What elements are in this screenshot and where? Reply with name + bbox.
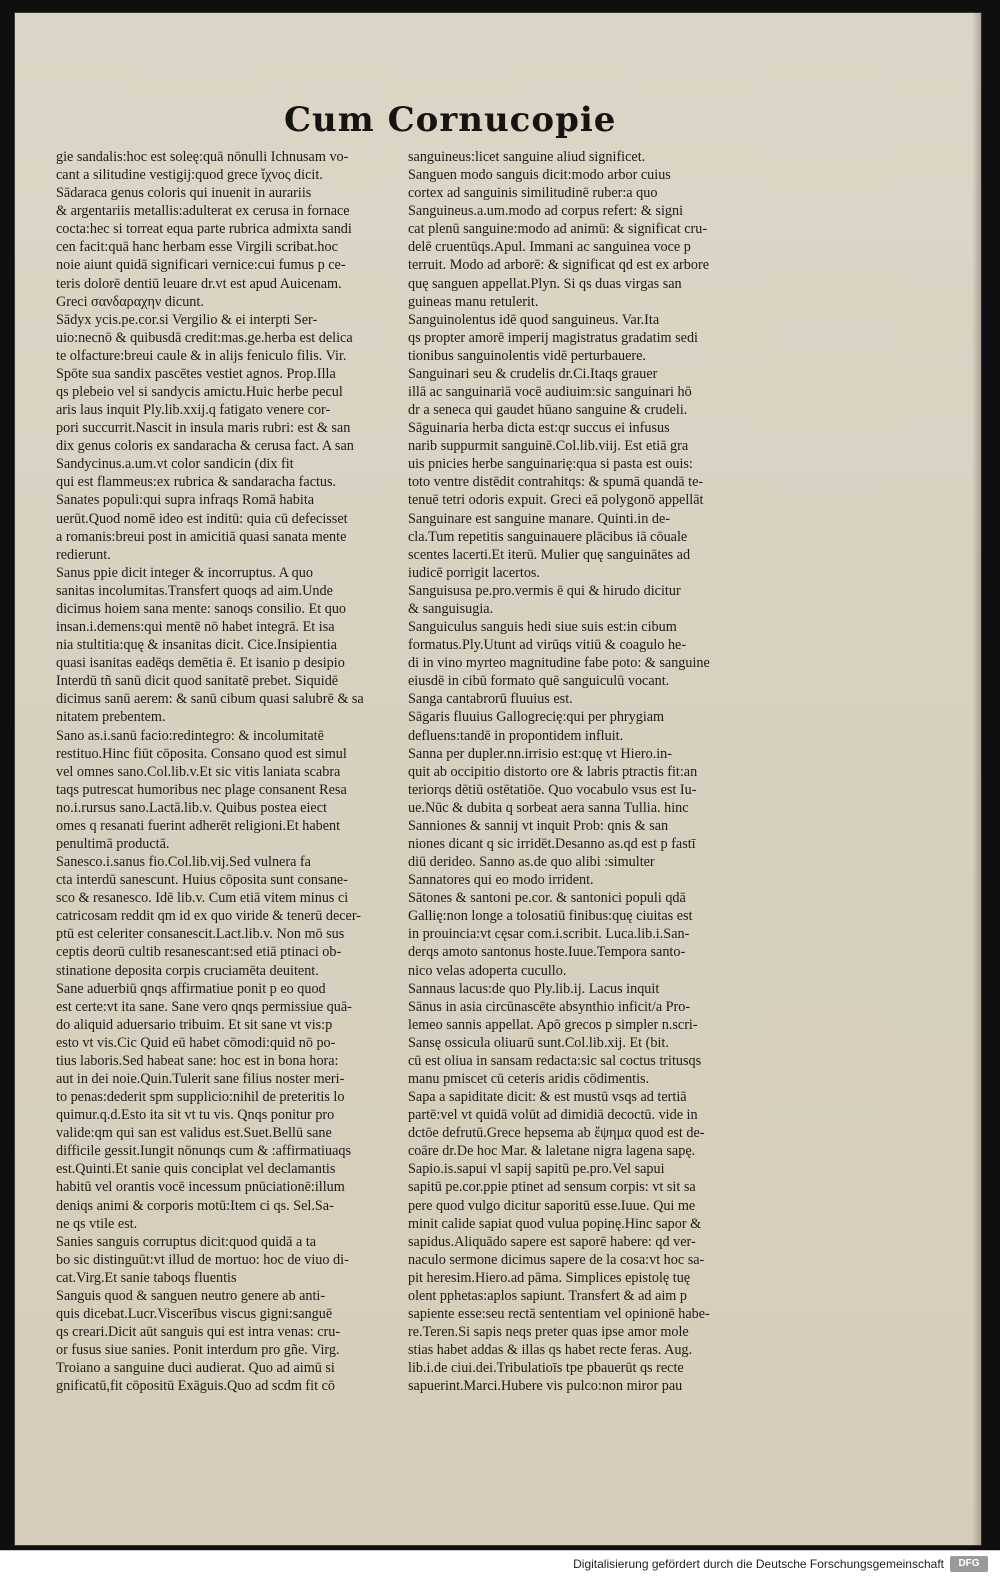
text-line: ue.Nūc & dubita q sorbeat aera sanna Tullia. hinc [408,799,689,816]
text-line: diū derideo. Sanno as.de quo alibi :simulter [408,854,655,871]
text-line: quę sanguen appellat.Plyn. Si qs duas virgas san [408,275,682,292]
text-line: & argentariis metallis:adulterat ex cerusa in fornace [56,203,350,220]
text-line: ceptis deorū cultib resanescant:sed etiā ptinaci ob- [56,944,342,961]
text-line: Sāgaris fluuius Gallogrecię:qui per phrygiam [408,709,665,726]
text-line: penultimā productā. [56,835,170,852]
text-line: Spōte sua sandix pascētes vestiet agnos. Prop.Illa [56,365,336,382]
text-line: Greci σανδαραχην dicunt. [56,293,204,310]
text-line: manu pmiscet cū ceteris aridis cōdimentis. [408,1070,650,1087]
text-line: pere quod vulgo dicitur saporitū esse.Iuue. Qui me [408,1197,696,1214]
text-line: Interdū tñ sanū dicit quod sanitatē prebet. Siquidē [56,673,339,690]
text-line: naculo sermone dicimus sapere de la cosa:vt hoc sa- [408,1251,705,1268]
text-line: cat.Virg.Et sanie taboqs fluentis [56,1269,237,1286]
text-line: sanguineus:licet sanguine aliud significet. [408,149,646,165]
text-line: Sanga cantabrorū fluuius est. [408,691,573,708]
text-line: Sanguen modo sanguis dicit:modo arbor cuius [408,167,671,184]
text-line: nico velas adoperta cucullo. [408,962,567,979]
text-line: re.Teren.Si sapis neqs preter quas ipse amor mole [408,1324,689,1341]
running-head: Cum Cornucopie [284,100,617,140]
text-line: Sānus in asia circūnascēte absynthio inficit/a Pro- [408,998,691,1015]
text-line: cat plenū sanguine:modo ad animū: & significat cru- [408,221,708,238]
text-line: gnificatū,fit cōpositū Exāguis.Quo ad scdm fit cō [56,1378,335,1395]
text-line: Sanguis quod & sanguen neutro genere ab anti- [56,1287,326,1304]
text-line: esto vt vis.Cic Quid eū habet cōmodi:quid nō po- [56,1034,336,1051]
text-line: eiusdē in cibū formato quē sanguiculū vocant. [408,673,670,690]
text-line: qs propter amorē imperij magistratus gradatim sedi [408,329,698,346]
text-line: Sapa a sapiditate dicit: & est mustū vsqs ad tertiā [408,1089,687,1106]
text-line: Sāguinaria herba dicta est:qr succus ei infusus [408,420,670,437]
text-line: minit calide sapiat quod vulua popinę.Hinc sapor & [408,1215,702,1232]
text-line: Sanguisusa pe.pro.vermis ē qui & hirudo dicitur [408,582,681,599]
text-line: Sanus ppie dicit integer & incorruptus. A quo [56,564,313,581]
footer-bar [0,1550,1000,1578]
text-line: Sannaus lacus:de quo Ply.lib.ij. Lacus inquit [408,980,660,997]
text-line: Sanesco.i.sanus fio.Col.lib.vij.Sed vulnera fa [56,854,311,871]
text-line: catricosam reddit qm id ex quo viride & tenerū decer- [56,908,362,925]
text-line: habitū vel orantis vocē incessum pnūciationē:illum [56,1179,345,1196]
text-line: teris dolorē dentiū leuare dr.vt est apud Auicenam. [56,275,342,292]
text-line: cū est oliua in sansam redacta:sic sal coctus tritusqs [408,1052,702,1069]
text-line: insan.i.demens:qui mentē nō habet integrā. Et isa [56,619,335,636]
text-line: olent pphetas:aplos sapiunt. Transfert & ad aim p [408,1287,687,1304]
text-line: valide:qm qui san est validus est.Suet.Bellū sane [56,1125,332,1142]
text-line: te olfacture:breui caule & in alijs feniculo filis. Vir. [56,347,347,364]
text-line: cortex ad sanguinis similitudinē ruber:a quo [408,185,658,202]
text-line: a romanis:breui post in amicitiā quasi sanata mente [56,528,347,545]
text-line: lemeo sannis appellat. Apō grecos p simpler n.scri- [408,1016,698,1033]
text-line: sapitū pe.cor.ppie ptinet ad sensum corpis: vt sit sa [408,1179,696,1196]
footer-credit: Digitalisierung gefördert durch die Deutsche Forschungsgemeinschaft [573,1557,944,1571]
text-line: Sādyx ycis.pe.cor.si Vergilio & ei interpti Ser- [56,311,318,328]
text-line: Sandycinus.a.um.vt color sandicin (dix fit [56,456,294,473]
text-line: quit ab occipitio distorto ore & labris ptractis fit:an [408,763,698,780]
text-line: qui est flammeus:ex rubrica & sandaracha factus. [56,474,337,491]
text-line: & sanguisugia. [408,600,494,617]
text-line: nia stultitia:quę & insanitas dicit. Cice.Insipientia [56,637,337,654]
text-line: teriorqs dētiū ostētatiōe. Quo vocabulo vsus est Iu- [408,781,697,798]
text-line: uio:necnō & quibusdā credit:mas.ge.herba est delica [56,329,353,346]
text-line: terruit. Modo ad arborē: & significat qd est ex arbore [408,257,709,274]
text-line: Sanguiculus sanguis hedi siue suis est:in cibum [408,619,677,636]
text-line: pit heresim.Hiero.ad pāma. Simplices epistolę tuę [408,1269,691,1286]
text-line: stias habet addas & illas qs habet recte feras. Aug. [408,1342,693,1359]
text-line: cen facit:quā hanc herbam esse Virgili scribat.hoc [56,239,338,256]
text-line: tionibus sanguinolentis vidē perturbauere. [408,347,646,364]
text-line: Sane aduerbiū qnqs affirmatiue ponit p eo quod [56,980,326,997]
text-line: dctōe defrutū.Grece hepsema ab ἕψημα quod est de- [408,1125,705,1142]
dfg-logo: DFG [950,1556,988,1572]
text-line: Sanguineus.a.um.modo ad corpus refert: & signi [408,203,684,220]
text-line: sanitas incolumitas.Transfert quoqs ad aim.Unde [56,582,333,599]
text-line: sapuerint.Marci.Hubere vis pulco:non miror pau [408,1378,683,1395]
text-line: cla.Tum repetitis sanguinauere plācibus iā cōuale [408,528,688,545]
text-line: uis pnicies herbe sanguinarię:qua si pasta est ouis: [408,456,693,473]
text-line: Sanies sanguis corruptus dicit:quod quidā a ta [56,1233,317,1250]
text-line: di in vino myrteo magnitudine fabe poto: & sanguine [408,655,710,672]
text-line: guineas manu retulerit. [408,293,539,310]
text-line: Sapio.is.sapui vl sapij sapitū pe.pro.Vel sapui [408,1161,665,1178]
text-line: sco & resanesco. Idē lib.v. Cum etiā vitem minus ci [56,890,349,907]
text-line: Sannatores qui eo modo irrident. [408,872,594,889]
text-line: quis dicebat.Lucr.Viscerībus viscus gigni:sanguē [56,1306,333,1322]
text-line: tenuē tetri odoris expuit. Greci eā polygonō appellāt [408,492,704,509]
text-line: difficile gessit.Iungit nōnunqs cum & :affirmatiuaqs [56,1143,351,1160]
text-line: Sanguinare est sanguine manare. Quinti.in de- [408,510,670,527]
text-line: sapidus.Aliquādo sapere est saporē habere: qd ver- [408,1233,696,1250]
text-line: ptū est celeriter consanescit.Lact.lib.v. Non mō sus [56,926,345,943]
text-line: est.Quinti.Et sanie quis conciplat vel declamantis [56,1161,336,1178]
left-column [56,148,422,1395]
text-line: omes q resanati fuerint adherēt religioni.Et habent [56,817,341,834]
text-line: illā ac sanguinariā vocē audiuim:sic sanguinari hō [408,384,692,401]
text-line: noie aiunt quidā significari vernice:cui fumus p ce- [56,257,346,274]
text-line: qs creari.Dicit aūt sanguis qui est intra venas: cru- [56,1324,341,1341]
text-line: Sanguinolentus idē quod sanguineus. Var.Ita [408,311,660,328]
text-line: do aliquid aduersario tribuim. Et sit sane vt vis:p [56,1016,333,1033]
text-line: cant a silitudine vestigij:quod grece ἴχνος dicit. [56,167,323,184]
text-line: defluens:tandē in propontidem influit. [408,727,624,744]
text-line: Sanniones & sannij vt inquit Prob: qnis & san [408,817,669,834]
text-line: no.i.rursus sano.Lactā.lib.v. Quibus postea eiect [56,799,327,816]
text-line: tius laboris.Sed habeat sane: hoc est in bona hora: [56,1052,339,1069]
text-line: aris laus inquit Ply.lib.xxij.q fatigato venere cor- [56,402,331,419]
text-line: sapiente esse:seu rectā sententiam vel opinionē habe- [408,1306,710,1322]
right-column [408,148,778,1395]
text-line: derqs amoto santonus hoste.Iuue.Tempora santo- [408,944,686,961]
text-line: redierunt. [56,546,111,563]
text-line: niones dicant q sic irridēt.Desanno as.qd est p fastī [408,835,696,852]
text-line: uerūt.Quod nomē ideo est inditū: quia cū defecisset [56,510,348,527]
text-line: aut in dei noie.Quin.Tulerit sane filius noster meri- [56,1070,345,1087]
text-line: cocta:hec si torreat equa parte rubrica admixta sandi [56,221,352,238]
text-line: toto ventre distēdit contrahitqs: & spumā quandā te- [408,474,704,491]
text-line: to penas:dederit spm supplicio:nihil de preteritis lo [56,1089,345,1106]
text-line: delē cruentūqs.Apul. Immani ac sanguinea voce p [408,239,691,256]
text-line: in prouincia:vt cęsar com.i.scribit. Luca.lib.i.San- [408,926,690,943]
text-line: bo sic distinguūt:vt illud de mortuo: hoc de viuo di- [56,1251,349,1268]
text-line: lib.i.de ciui.dei.Tribulatioīs tpe pbauerūt qs recte [408,1360,684,1377]
text-line: stinatione deposita corpis cruciamēta deuitent. [56,962,319,979]
text-line: quimur.q.d.Esto ita sit vt tu vis. Qnqs ponitur pro [56,1107,335,1124]
text-line: Sanates populi:qui supra infraqs Romā habita [56,492,315,509]
text-line: qs plebeio vel si sandycis amictu.Huic herbe pecul [56,384,343,401]
text-line: cta interdū sanescunt. Huius cōposita sunt consane- [56,872,348,889]
text-line: Sādaraca genus coloris qui inuenit in aurariis [56,185,312,202]
text-line: coāre dr.De hoc Mar. & laletane nigra lagena sapę. [408,1143,696,1160]
text-line: vel omnes sano.Col.lib.v.Et sic vitis laniata scabra [56,763,341,780]
text-line: Sano as.i.sanū facio:redintegro: & incolumitatē [56,727,324,744]
text-line: Sansę ossicula oliuarū sunt.Col.lib.xij. Et (bit. [408,1034,669,1051]
text-line: nitatem prebentem. [56,709,166,726]
text-line: dicimus sanū aerem: & sanū cibum quasi salubrē & sa [56,691,364,708]
text-line: dicimus hoiem sana mente: sanoqs consilio. Et quo [56,600,347,617]
text-line: est certe:vt ita sane. Sane vero qnqs permissiue quā- [56,998,352,1015]
text-line: pori succurrit.Nascit in insula maris rubri: est & san [56,420,351,437]
text-line: formatus.Ply.Utunt ad virūqs vitiū & coagulo he- [408,637,687,654]
text-line: ne qs vtile est. [56,1215,138,1232]
text-line: dix genus coloris ex sandaracha & cerusa fact. A san [56,438,354,455]
text-line: scentes lacerti.Et iterū. Mulier quę sanguinātes ad [408,546,691,563]
text-line: deniqs animi & corporis motū:Item ci qs. Sel.Sa- [56,1197,334,1214]
text-line: gie sandalis:hoc est soleę:quā nōnulli Ichnusam vo- [56,149,349,165]
page-edge-shadow [972,12,982,1546]
text-line: partē:vel vt quidā volūt ad dimidiā decoctū. vide in [408,1107,698,1124]
text-line: taqs putrescat humoribus nec plage consanent Resa [56,781,347,798]
text-line: Sanguinari seu & crudelis dr.Ci.Itaqs grauer [408,365,658,382]
text-line: Troiano a sanguine duci audierat. Quo ad aimū si [56,1360,335,1377]
text-line: restituo.Hinc fiūt cōposita. Consano quod est simul [56,745,347,762]
text-line: iudicē porrigit lacertos. [408,564,540,581]
text-line: or fusus siue sanies. Ponit interdum pro gñe. Virg. [56,1342,340,1359]
text-line: Gallię:non longe a tolosatiū finibus:quę ciuitas est [408,908,693,925]
text-line: Sātones & santoni pe.cor. & santonici populi qdā [408,890,686,907]
text-line: dr a seneca qui gaudet hūano sanguine & crudeli. [408,402,688,419]
text-line: Sanna per dupler.nn.irrisio est:quę vt Hiero.in- [408,745,672,762]
text-line: quasi isanitas eadēqs demētia ē. Et isanio p desipio [56,655,345,672]
text-line: narib suppurmit sanguinē.Col.lib.viij. Est etiā gra [408,438,689,455]
